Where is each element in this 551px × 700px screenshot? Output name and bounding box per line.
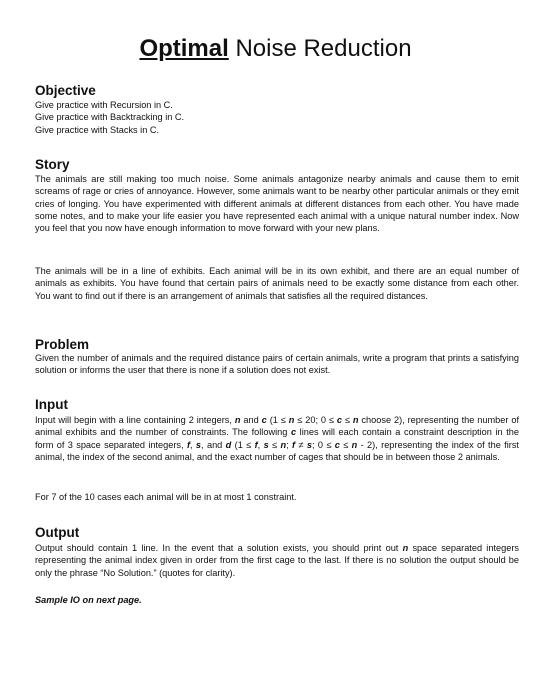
problem-paragraph: Given the number of animals and the required distance pairs of certain animals, write a program that prints a satisfying solution or informs the user that there is none if a solution does not exist. [35,353,519,376]
var-n: n [402,543,409,553]
title-bold-word: Optimal [139,35,229,62]
input-text: (1 ≤ [231,439,255,450]
var-d: d [225,439,232,450]
page-title [0,34,551,64]
var-s: s [195,439,202,450]
var-c: c [334,439,340,450]
sample-io-note: Sample IO on next page. [35,595,142,605]
var-n: n [280,439,287,450]
input-text: choose 2), representing the number of animal exhibits and the number of constraints. The following [35,415,519,438]
story-heading: Story [35,157,70,172]
objective-list [35,99,519,136]
var-f: f [292,439,296,450]
input-text: and [240,415,262,425]
objective-heading: Objective [35,83,96,98]
problem-heading: Problem [35,337,90,352]
var-n: n [352,415,359,425]
output-paragraph [35,542,519,579]
input-text: ≤ [268,439,281,450]
input-text: ≠ [295,439,307,450]
story-paragraph-1: The animals are still making too much noise. Some animals antagonize nearby animals and cause them to emit screams of rage or cries of annoyance. However, some animals want to be nearby other particular animals or they emit cries of longing. You have experimented with different animals at different distances from each other. You have made some notes, and to make your life easier you have represented each animal with a unique natural number index. Now you feel that you now have enough information to move forward with your new plans. [35,174,519,234]
input-text: ≤ 20; 0 ≤ [294,415,337,425]
input-text: ≤ [339,439,352,450]
var-c: c [261,415,267,425]
input-paragraph-2: For 7 of the 10 cases each animal will be in at most 1 constraint. [35,492,297,502]
var-n: n [234,415,241,425]
input-paragraph-1 [35,414,519,463]
var-n: n [351,439,358,450]
var-f: f [254,439,258,450]
input-text: , [190,439,196,450]
input-text: ; 0 ≤ [311,439,335,450]
input-text: (1 ≤ [266,415,289,425]
output-heading: Output [35,525,80,540]
objective-line: Give practice with Recursion in C. [35,100,173,110]
input-text: lines will each contain a constraint description in the form of 3 space separated integers, [35,427,519,450]
input-text: - 2), representing the index of the first animal, the index of the second animal, and the exact number of cages that should be in between those 2 animals. [35,439,519,462]
objective-line: Give practice with Backtracking in C. [35,112,185,123]
input-text: Input will begin with a line containing 2 integers, [35,415,235,425]
output-text: space separated integers representing the animal index given in order from the first cage to the last. If there is no solution the output should be only the phrase “No Solution.” (quotes for clarity). [35,543,519,578]
title-rest: Noise Reduction [228,35,412,62]
input-text: ; [286,439,292,450]
var-c: c [290,427,297,438]
var-s: s [306,439,312,450]
var-f: f [186,439,190,450]
output-text: Output should contain 1 line. In the event that a solution exists, you should print out [35,543,403,553]
story-paragraph-2: The animals will be in a line of exhibits. Each animal will be in its own exhibit, and there are an equal number of animals as exhibits. You have found that certain pairs of animals need to be exactly some distance from each other. You want to find out if there is an arrangement of animals that satisfies all the required distances. [35,266,519,301]
input-text: , and [201,439,226,450]
input-text: , [257,439,264,450]
var-c: c [336,415,343,425]
objective-line: Give practice with Stacks in C. [35,124,160,135]
input-heading: Input [35,397,68,412]
input-text: ≤ [342,415,353,425]
var-s: s [263,439,269,450]
var-n: n [288,415,295,425]
